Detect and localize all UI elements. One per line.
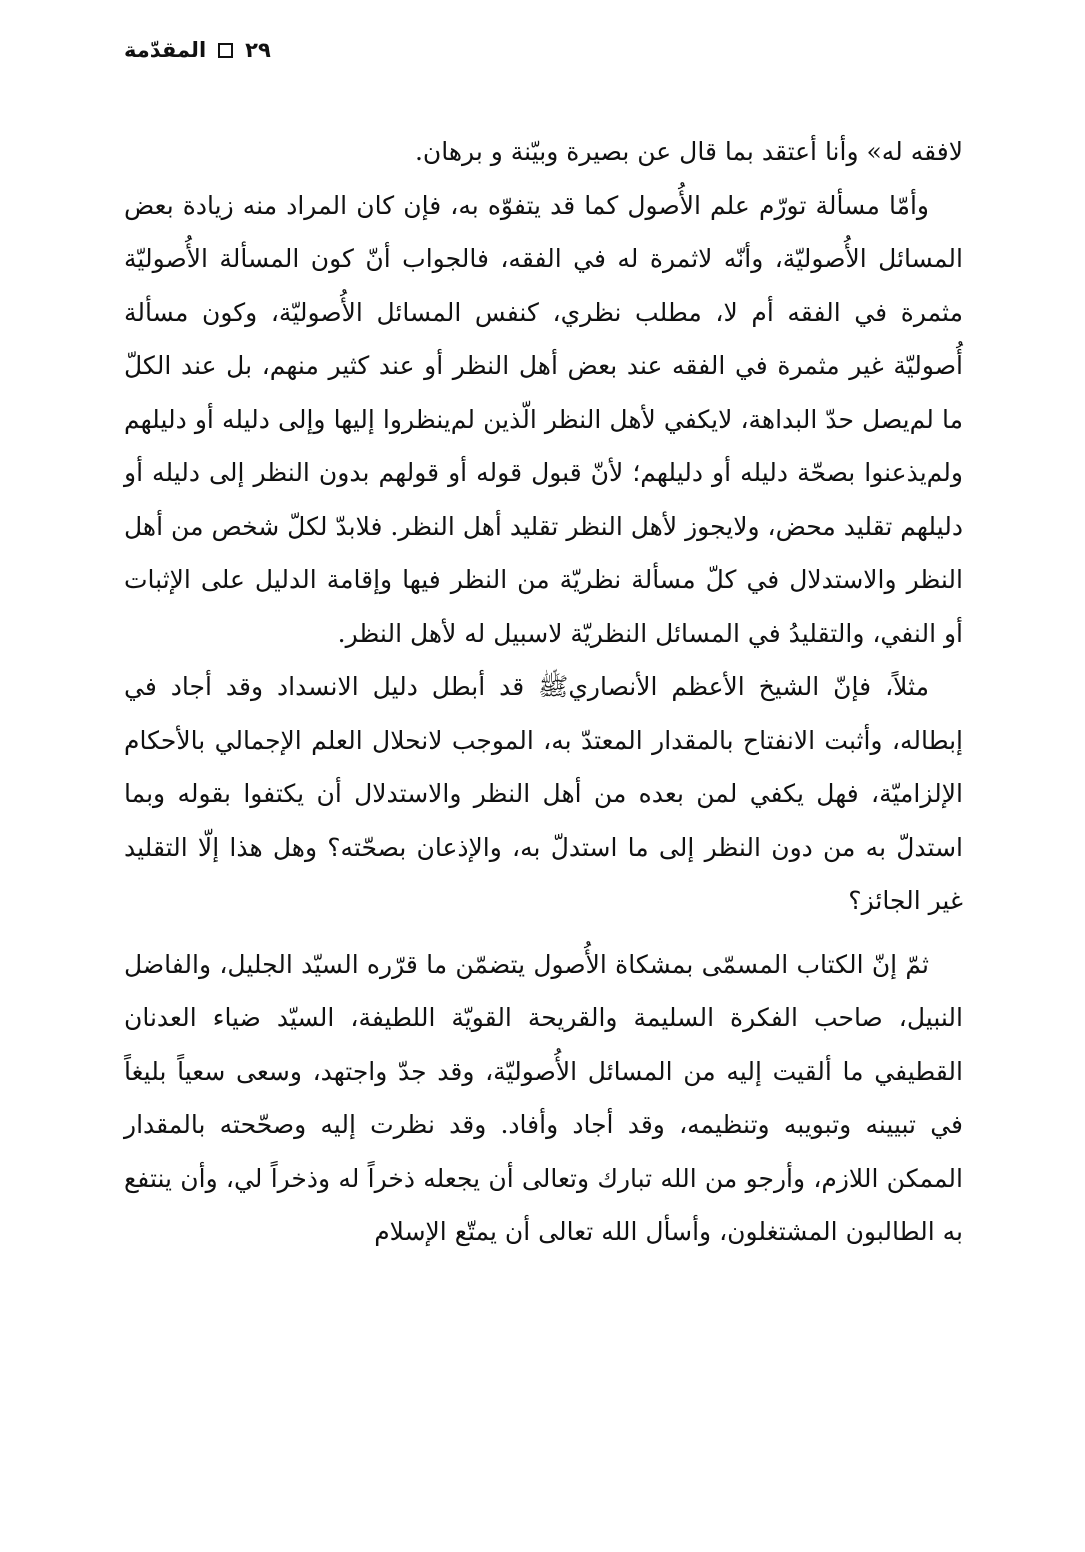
section-title: المقدّمة [124, 38, 207, 62]
running-header [124, 38, 271, 62]
paragraph-4: ثمّ إنّ الكتاب المسمّى بمشكاة الأُصول يتضمّن ما قرّره السيّد الجليل، والفاضل النبيل، صاحب الفكرة السليمة والقريحة القويّة اللطيفة، السيّد ضياء العدنان القطيفي ما ألقيت إليه من المسائل الأُصوليّة، وقد جدّ واجتهد، وسعى سعياً بليغاً في تبيينه وتبويبه وتنظيمه، وقد أجاد وأفاد. وقد نظرت إليه وصحّحته بالمقدار الممكن اللازم، وأرجو من الله تبارك وتعالى أن يجعله ذخراً له وذخراً لي، وأن ينتفع به الطالبون المشتغلون، وأسأل الله تعالى أن يمتّع الإسلام [124, 949, 963, 1246]
paragraph-3: مثلاً، فإنّ الشيخ الأعظم الأنصاريﷺ قد أبطل دليل الانسداد وقد أجاد في إبطاله، وأثبت الانفتاح بالمقدار المعتدّ به، الموجب لانحلال العلم الإجمالي بالأحكام الإلزاميّة، فهل يكفي لمن بعده من أهل النظر والاستدلال أن يكتفوا بقوله وبما استدلّ به من دون النظر إلى ما استدلّ به، والإذعان بصحّته؟ وهل هذا إلّا التقليد غير الجائز؟ [124, 672, 963, 915]
paragraph-2: وأمّا مسألة تورّم علم الأُصول كما قد يتفوّه به، فإن كان المراد منه زيادة بعض المسائل الأُصوليّة، وأنّه لاثمرة له في الفقه، فالجواب أنّ كون المسألة الأُصوليّة مثمرة في الفقه أم لا، مطلب نظري، كنفس المسائل الأُصوليّة، وكون مسألة أُصوليّة غير مثمرة في الفقه عند بعض أهل النظر أو عند كثير منهم، بل عند الكلّ ما لم‌يصل حدّ البداهة، لايكفي لأهل النظر الّذين لم‌ينظروا إليها وإلى دليله أو دليلهم ولم‌يذعنوا بصحّة دليله أو دليلهم؛ لأنّ قبول قوله أو قولهم بدون النظر إلى دليله أو دليلهم تقليد محض، ولايجوز لأهل النظر تقليد أهل النظر. فلابدّ لكلّ شخص من أهل النظر والاستدلال في كلّ مسألة نظريّة من النظر فيها وإقامة الدليل على الإثبات أو النفي، والتقليدُ في المسائل النظريّة لاسبيل له لأهل النظر. [124, 190, 963, 648]
body-text [124, 125, 963, 1259]
square-separator-icon [218, 43, 233, 58]
page-number: ٢٩ [245, 38, 271, 62]
paragraph-1: لافقه له» وأنا أعتقد بما قال عن بصيرة وبيّنة و برهان. [414, 137, 963, 166]
